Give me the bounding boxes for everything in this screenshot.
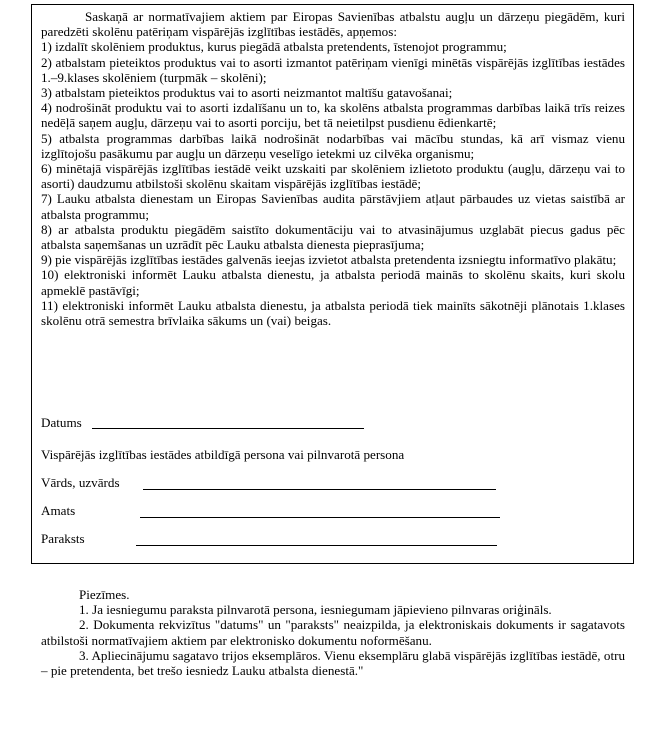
intro-paragraph: Saskaņā ar normatīvajiem aktiem par Eiropas Savienības atbalstu augļu un dārzeņu piegādēm, kuri paredzēti skolēnu patēriņam vispārējās izglītības iestādēs, apņemos: xyxy=(41,9,625,40)
commitment-item-1: 1) izdalīt skolēniem produktus, kurus piegādā atbalsta pretendents, īstenojot programmu; xyxy=(41,39,507,55)
note-item-2: 2. Dokumenta rekvizītus "datums" un "paraksts" neaizpilda, ja elektroniskais dokuments ir sagatavots atbilstoši normatīvajiem aktiem par elektronisko dokumentu noformēšanu. xyxy=(41,617,625,648)
commitment-item-11: 11) elektroniski informēt Lauku atbalsta dienestu, ja atbalsta periodā tiek mainīts sākotnēji plānotais 1.klases skolēnu otrā semestra brīvlaika sākums un (vai) beigas. xyxy=(41,297,625,329)
date-field[interactable] xyxy=(92,428,364,429)
commitment-item-3: 3) atbalstam pieteiktos produktus vai to asorti neizmantot maltīšu gatavošanai; xyxy=(41,85,453,101)
date-label: Datums xyxy=(41,415,82,430)
position-field[interactable] xyxy=(140,517,500,518)
note-item-1: 1. Ja iesniegumu paraksta pilnvarotā persona, iesniegumam jāpievieno pilnvaras oriģināls. xyxy=(79,602,552,618)
commitment-item-10: 10) elektroniski informēt Lauku atbalsta dienestu, ja atbalsta periodā mainās to skolēnu skaits, kuri skolu apmeklē pastāvīgi; xyxy=(41,267,625,298)
signature-field[interactable] xyxy=(136,545,497,546)
commitment-item-4: 4) nodrošināt produktu vai to asorti izdalīšanu un to, ka skolēns atbalsta programmas darbības laikā trīs reizes nedēļā saņem augļu, dārzeņu vai to asorti porciju, bet tā neietilpst pusdienu ēdienkartē; xyxy=(41,100,625,131)
notes-section xyxy=(41,587,625,678)
commitment-item-8: 8) ar atbalsta produktu piegādēm saistīto dokumentāciju vai to atvasinājumus uzglabāt piecus gadus pēc atbalsta saņemšanas un uzrādīt pēc Lauku atbalsta dienesta pieprasījuma; xyxy=(41,221,625,253)
notes-title: Piezīmes. xyxy=(79,587,130,602)
commitment-item-2: 2) atbalstam pieteiktos produktus vai to asorti izmantot patēriņam vienīgi minētās vispārējās izglītības iestādes 1.–9.klases skolēniem (turpmāk – skolēni); xyxy=(41,54,625,85)
responsible-person-label: Vispārējās izglītības iestādes atbildīgā persona vai pilnvarotā persona xyxy=(41,447,405,462)
commitment-item-9: 9) pie vispārējās izglītības iestādes galvenās ieejas izvietot atbalsta pretendenta izsniegtu informatīvo plakātu; xyxy=(41,252,617,268)
commitment-text xyxy=(41,9,625,328)
name-field[interactable] xyxy=(143,489,496,490)
note-item-3: 3. Apliecinājumu sagatavo trijos eksemplāros. Vienu eksemplāru glabā vispārējās izglītības iestādē, otru – pie pretendenta, bet trešo iesniedz Lauku atbalsta dienestā." xyxy=(41,647,625,679)
commitment-item-6: 6) minētajā vispārējās izglītības iestādē veikt uzskaiti par skolēniem izlietoto produktu (augļu, dārzeņu vai to asorti) daudzumu atbilstoši skolēnu skaitam vispārējās izglītības iestādē; xyxy=(41,161,625,192)
commitment-item-5: 5) atbalsta programmas darbības laikā nodrošināt nodarbības vai mācību stundas, kā arī vismaz vienu izglītojošu pasākumu par augļu un dārzeņu veselīgo ietekmi uz cilvēka organismu; xyxy=(41,130,625,161)
signature-label: Paraksts xyxy=(41,531,85,546)
commitment-item-7: 7) Lauku atbalsta dienestam un Eiropas Savienības audita pārstāvjiem atļaut pārbaudes uz vietas saistībā ar atbalsta programmu; xyxy=(41,191,625,222)
name-label: Vārds, uzvārds xyxy=(41,475,120,490)
position-label: Amats xyxy=(41,503,76,518)
